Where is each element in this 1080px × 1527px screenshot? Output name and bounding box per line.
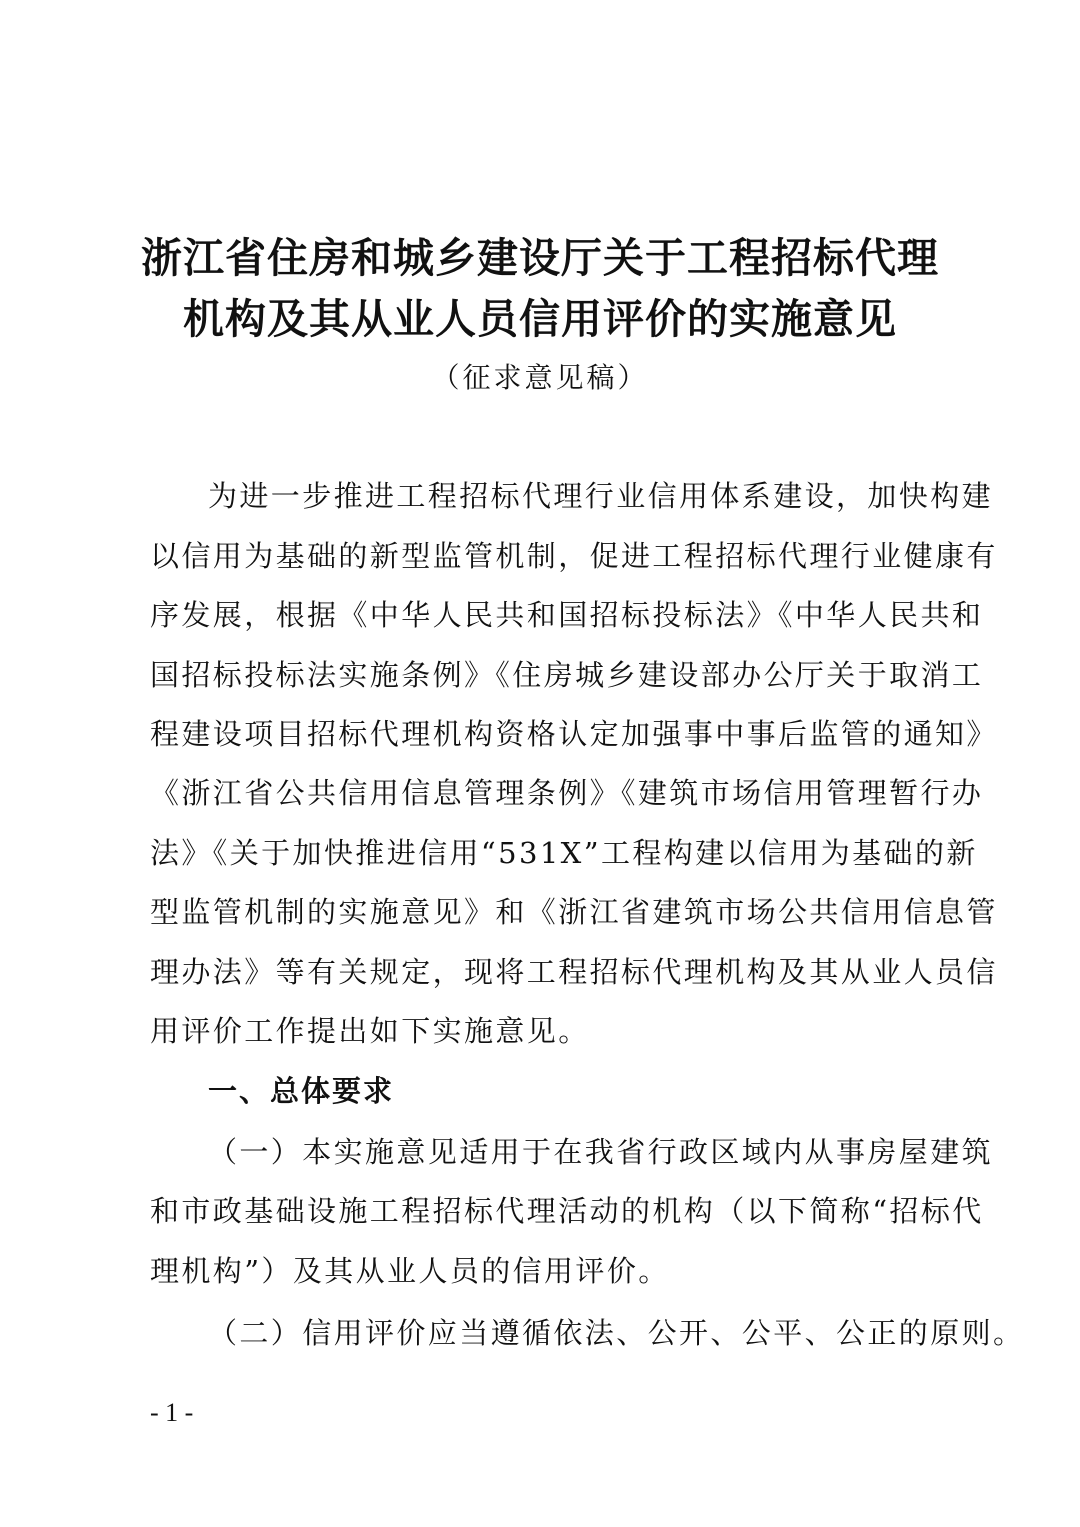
intro-line-4: 国招标投标法实施条例》《住房城乡建设部办公厅关于取消工 — [150, 658, 984, 692]
intro-line-6: 《浙江省公共信用信息管理条例》《建筑市场信用管理暂行办 — [150, 776, 984, 810]
intro-line-3: 序发展，根据《中华人民共和国招标投标法》《中华人民共和 — [150, 598, 984, 632]
intro-line-10: 用评价工作提出如下实施意见。 — [150, 1014, 590, 1048]
intro-line-7: 法》《关于加快推进信用“531X”工程构建以信用为基础的新 — [150, 836, 978, 870]
clause-1-line-1: （一）本实施意见适用于在我省行政区域内从事房屋建筑 — [208, 1135, 994, 1169]
intro-line-5: 程建设项目招标代理机构资格认定加强事中事后监管的通知》 — [150, 717, 998, 751]
section-heading: 一、总体要求 — [208, 1074, 395, 1108]
clause-2-line-1: （二）信用评价应当遵循依法、公开、公平、公正的原则。 — [208, 1316, 1025, 1350]
document-title-line-2: 机构及其从业人员信用评价的实施意见 — [183, 295, 897, 343]
intro-line-1: 为进一步推进工程招标代理行业信用体系建设，加快构建 — [208, 479, 994, 513]
intro-line-8: 型监管机制的实施意见》和《浙江省建筑市场公共信用信息管 — [150, 895, 998, 929]
document-subtitle: （征求意见稿） — [431, 361, 649, 394]
clause-1-line-3: 理机构”）及其从业人员的信用评价。 — [150, 1254, 670, 1288]
document-title-line-1: 浙江省住房和城乡建设厅关于工程招标代理 — [141, 234, 939, 282]
page-number: - 1 - — [150, 1398, 194, 1427]
intro-line-9: 理办法》等有关规定，现将工程招标代理机构及其从业人员信 — [150, 955, 998, 989]
clause-1-line-2: 和市政基础设施工程招标代理活动的机构（以下简称“招标代 — [150, 1194, 984, 1228]
intro-line-2: 以信用为基础的新型监管机制，促进工程招标代理行业健康有 — [150, 539, 998, 573]
